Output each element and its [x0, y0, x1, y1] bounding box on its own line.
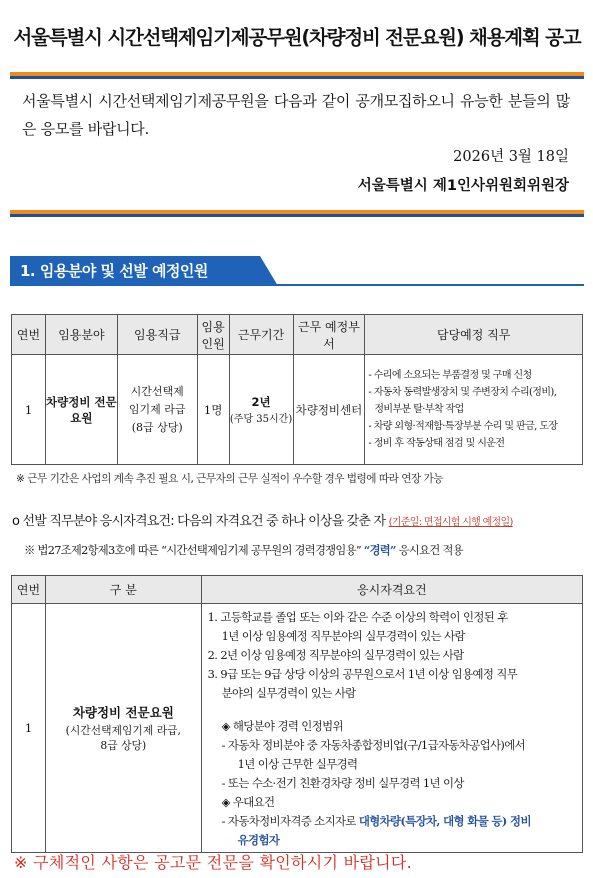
pref-highlight: 대형차량(특장차, 대형 화물 등) 정비	[358, 814, 531, 828]
cell-requirements	[201, 604, 582, 853]
col-header-requirements: 응시자격요건	[201, 576, 582, 604]
cell-dept: 차량정비센터	[293, 355, 365, 465]
duty-line: - 정비 후 작동상태 점검 및 시운전	[368, 438, 505, 449]
law-note	[24, 542, 463, 558]
req-line: - 또는 수소·전기 친환경차량 정비 실무경력 1년 이상	[221, 776, 464, 790]
req-line: 1. 고등학교를 졸업 또는 이와 같은 수준 이상의 학력이 인정된 후	[207, 610, 508, 624]
cell-category	[45, 604, 201, 853]
law-note-a: ※ 법27조제2항제3호에 따른 “시간선택제임기제 공무원의 경력경쟁임용”	[24, 544, 364, 557]
req-line: 1년 이상 임용예정 직무분야의 실무경력이 있는 사람	[221, 629, 465, 643]
table-row	[12, 355, 583, 465]
req-heading: ◈ 해당분야 경력 인정범위	[221, 719, 343, 733]
col-header-no: 연번	[12, 576, 46, 604]
duty-line: - 수리에 소요되는 부품결정 및 구매 신청	[368, 370, 532, 381]
req-line: 3. 9급 또는 9급 상당 이상의 공무원으로서 1년 이상 임용예정 직무	[207, 667, 518, 681]
issuer: 서울특별시 제1인사위원회위원장	[357, 178, 569, 194]
category-sub: (시간선택제임기제 라급,	[65, 724, 181, 737]
qualification-lead-text: o 선발 직무분야 응시자격요건: 다음의 자격요건 중 하나 이상을 갖춘 자	[12, 514, 386, 529]
law-note-c: 응시요건 적용	[395, 544, 463, 557]
qualification-lead	[12, 510, 513, 529]
col-header-category: 구 분	[45, 576, 201, 604]
table-row	[12, 604, 583, 853]
req-line: 분야의 실무경력이 있는 사람	[221, 686, 356, 700]
cell-duties	[365, 355, 583, 465]
col-header-period: 근무기간	[229, 315, 293, 355]
footer-notice: ※ 구체적인 사항은 공고문 전문을 확인하시기 바랍니다.	[14, 853, 413, 872]
duty-line: 정비부분 탈·부착 작업	[374, 404, 464, 415]
col-header-no: 연번	[12, 315, 46, 355]
section-1-header	[10, 256, 584, 286]
section-1-title: 1. 임용분야 및 선발 예정인원	[20, 262, 208, 280]
law-note-highlight: “경력”	[363, 543, 396, 557]
duty-line: - 차량 외형·적재함·특장부분 수리 및 판금, 도장	[368, 421, 558, 432]
req-line	[208, 831, 578, 850]
pref-text: - 자동차정비자격증 소지자로	[221, 814, 359, 828]
cell-grade	[117, 355, 197, 465]
req-line: - 자동차 정비분야 중 자동차종합정비업(구/1급자동차공업사)에서	[221, 738, 526, 752]
top-divider	[10, 72, 584, 76]
period-value: 2년	[251, 395, 271, 409]
req-line: 1년 이상 근무한 실무경력	[237, 757, 358, 771]
req-heading: ◈ 우대요건	[221, 795, 275, 809]
qualification-table	[11, 575, 583, 853]
category-title: 차량정비 전문요원	[72, 705, 174, 720]
req-line: 2. 2년 이상 임용예정 직무분야의 실무경력이 있는 사람	[207, 648, 464, 662]
grade-line: 임기제 라급	[128, 402, 186, 416]
bottom-divider	[10, 210, 584, 214]
duty-line: - 자동차 동력발생장치 및 주변장치 수리(정비),	[368, 387, 557, 398]
period-sub: (주당 35시간)	[229, 414, 293, 425]
reference-date-note: (기준일: 면접시험 시행 예정일)	[388, 517, 513, 528]
recruitment-table	[11, 314, 583, 465]
req-line	[208, 812, 578, 831]
cell-count: 1명	[197, 355, 229, 465]
grade-line: 시간선택제	[130, 384, 184, 398]
col-header-dept: 근무 예정부서	[293, 315, 365, 355]
grade-line: (8급 상당)	[131, 420, 183, 434]
cell-no: 1	[12, 604, 46, 853]
col-header-field: 임용분야	[45, 315, 117, 355]
col-header-duties: 담당예정 직무	[365, 315, 583, 355]
cell-field: 차량정비 전문요원	[45, 355, 117, 465]
category-sub: 8급 상당)	[100, 739, 147, 752]
cell-no: 1	[12, 355, 46, 465]
announcement-date: 2026년 3월 18일	[453, 149, 569, 165]
extension-note: ※ 근무 기간은 사업의 계속 추진 필요 시, 근무자의 근무 실적이 우수할 경우 법령에 따라 연장 가능	[16, 473, 443, 485]
col-header-grade: 임용직급	[117, 315, 197, 355]
page-title: 서울특별시 시간선택제임기제공무원(차량정비 전문요원) 채용계획 공고	[13, 26, 581, 49]
cell-period	[229, 355, 293, 465]
intro-text: 서울특별시 시간선택제임기제공무원을 다음과 같이 공개모집하오니 유능한 분들의 많은 응모를 바랍니다.	[22, 92, 570, 138]
col-header-count: 임용 인원	[197, 315, 229, 355]
section-1-underline	[10, 284, 584, 286]
pref-highlight: 유경험자	[237, 833, 280, 847]
